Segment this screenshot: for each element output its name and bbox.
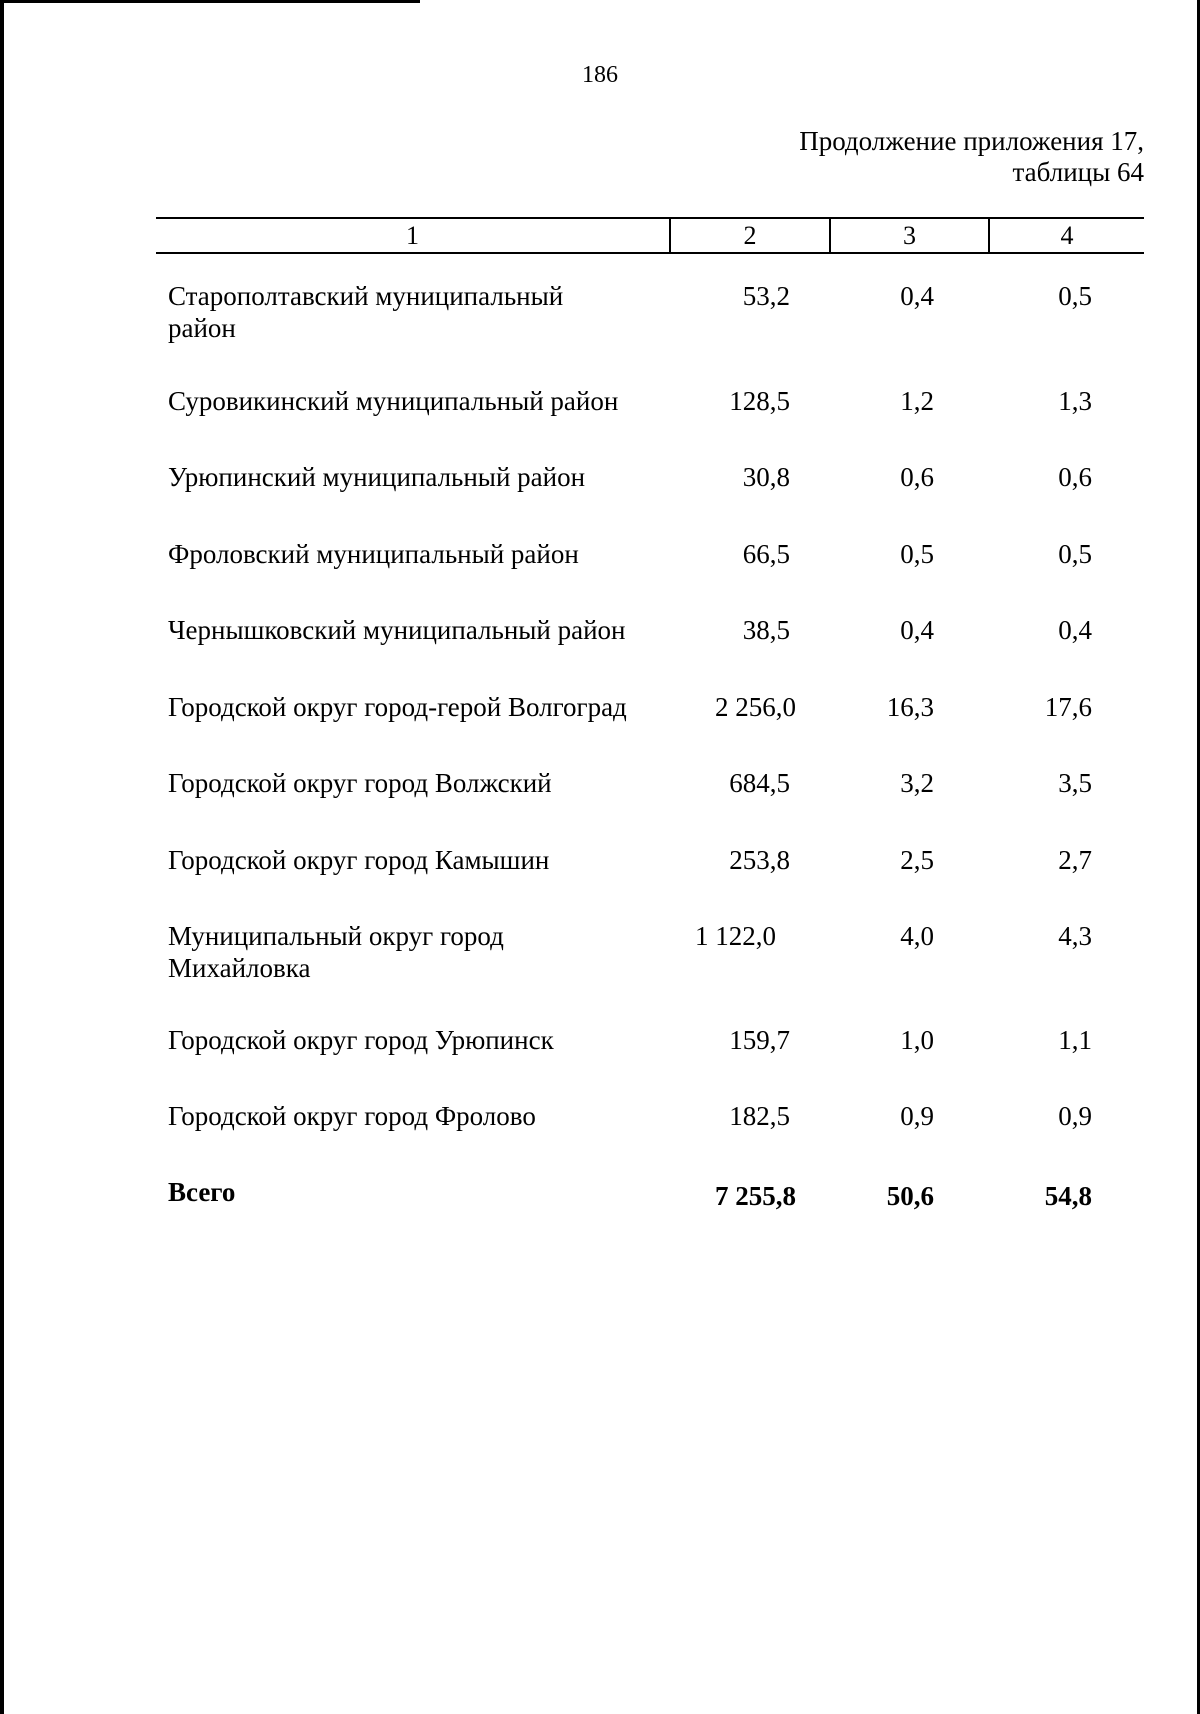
row-value-col2: 1 122,0 bbox=[695, 921, 776, 951]
table-caption bbox=[799, 126, 1144, 188]
row-name: Городской округ город Волжский bbox=[168, 768, 552, 798]
row-value-col2: 66,5 bbox=[742, 539, 790, 569]
row-value-col4: 4,3 bbox=[1058, 921, 1092, 951]
row-value-col2: 53,2 bbox=[742, 281, 790, 311]
row-value-col3: 0,6 bbox=[900, 462, 934, 492]
scan-border-top bbox=[0, 0, 420, 3]
row-name: Городской округ город Урюпинск bbox=[168, 1025, 554, 1055]
caption-line-2: таблицы 64 bbox=[1012, 157, 1144, 187]
row-value-col4: 0,6 bbox=[1058, 462, 1092, 492]
row-value-col4: 17,6 bbox=[1044, 692, 1092, 722]
header-col-4: 4 bbox=[988, 219, 1144, 252]
total-value-col3: 50,6 bbox=[886, 1181, 934, 1211]
row-name: Городской округ город Фролово bbox=[168, 1101, 536, 1131]
row-value-col2: 30,8 bbox=[742, 462, 790, 492]
row-value-col3: 0,4 bbox=[900, 615, 934, 645]
total-label: Всего bbox=[168, 1177, 236, 1207]
row-value-col4: 1,3 bbox=[1058, 386, 1092, 416]
row-name: Фроловский муниципальный район bbox=[168, 539, 579, 569]
row-value-col4: 3,5 bbox=[1058, 768, 1092, 798]
row-value-col2: 253,8 bbox=[729, 845, 790, 875]
row-value-col4: 0,4 bbox=[1058, 615, 1092, 645]
row-value-col4: 2,7 bbox=[1058, 845, 1092, 875]
row-name: Суровикинский муниципальный район bbox=[168, 386, 619, 416]
row-value-col3: 0,4 bbox=[900, 281, 934, 311]
row-value-col2: 2 256,0 bbox=[715, 692, 796, 722]
row-name: Урюпинский муниципальный район bbox=[168, 462, 586, 492]
row-name: Старополтавский муниципальный район bbox=[168, 281, 564, 343]
row-value-col3: 4,0 bbox=[900, 921, 934, 951]
row-value-col2: 38,5 bbox=[742, 615, 790, 645]
row-name: Городской округ город Камышин bbox=[168, 845, 550, 875]
row-value-col4: 0,5 bbox=[1058, 281, 1092, 311]
row-value-col3: 0,5 bbox=[900, 539, 934, 569]
row-name: Муниципальный округ город Михайловка bbox=[168, 921, 504, 983]
total-value-col2: 7 255,8 bbox=[715, 1181, 796, 1211]
row-value-col3: 0,9 bbox=[900, 1101, 934, 1131]
row-name: Городской округ город-герой Волгоград bbox=[168, 692, 627, 722]
row-value-col4: 1,1 bbox=[1058, 1025, 1092, 1055]
row-value-col3: 1,2 bbox=[900, 386, 934, 416]
header-col-1: 1 bbox=[406, 220, 419, 250]
row-value-col3: 1,0 bbox=[900, 1025, 934, 1055]
caption-line-1: Продолжение приложения 17, bbox=[799, 126, 1144, 156]
row-value-col4: 0,5 bbox=[1058, 539, 1092, 569]
header-col-3: 3 bbox=[829, 219, 988, 252]
row-value-col4: 0,9 bbox=[1058, 1101, 1092, 1131]
row-value-col3: 3,2 bbox=[900, 768, 934, 798]
row-value-col3: 16,3 bbox=[886, 692, 934, 722]
page-number: 186 bbox=[582, 62, 618, 88]
row-value-col2: 159,7 bbox=[729, 1025, 790, 1055]
row-value-col3: 2,5 bbox=[900, 845, 934, 875]
table-header bbox=[156, 217, 1144, 254]
total-value-col4: 54,8 bbox=[1044, 1181, 1092, 1211]
row-value-col2: 182,5 bbox=[729, 1101, 790, 1131]
row-value-col2: 128,5 bbox=[729, 386, 790, 416]
header-col-2: 2 bbox=[669, 219, 829, 252]
scan-border-left bbox=[0, 0, 4, 1714]
row-value-col2: 684,5 bbox=[729, 768, 790, 798]
row-name: Чернышковский муниципальный район bbox=[168, 615, 626, 645]
